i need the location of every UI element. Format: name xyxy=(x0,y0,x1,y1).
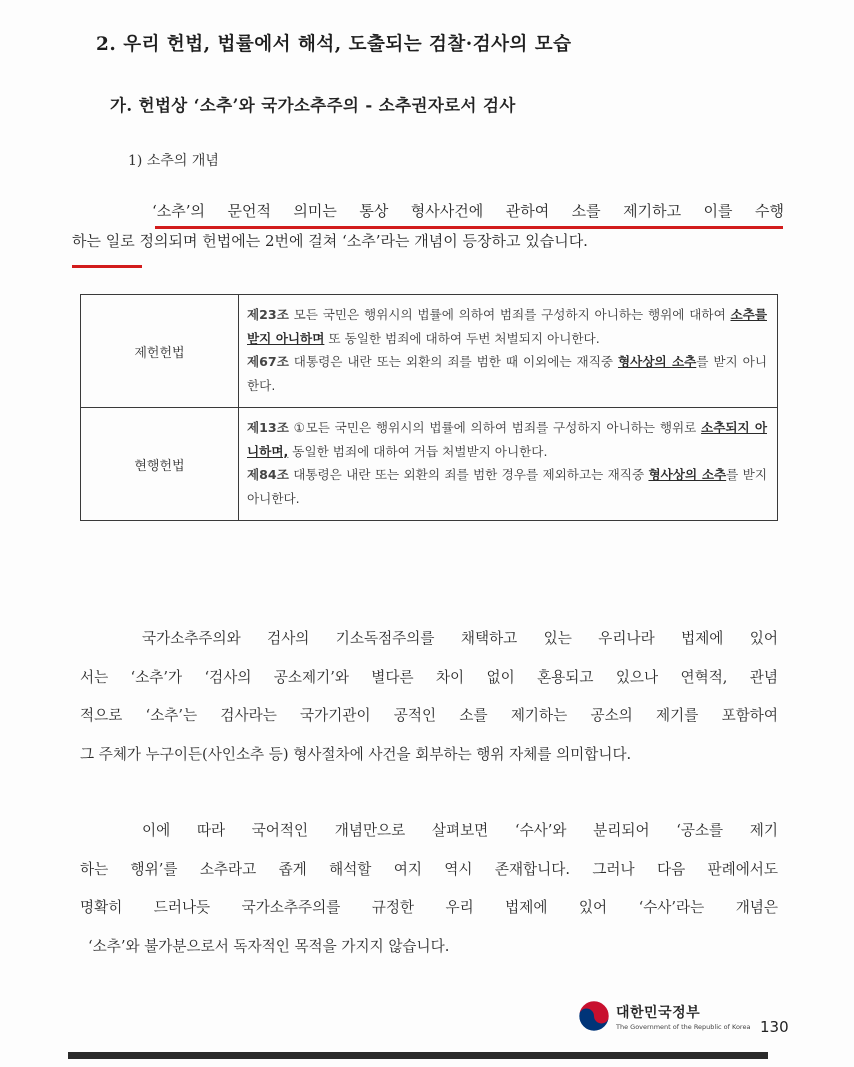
underlined-phrase: 형사상의 소추 xyxy=(617,354,697,369)
underlined-phrase: 소추되지 아니하며, xyxy=(247,420,767,459)
table-row xyxy=(81,408,778,521)
article-text: 를 받지 아니한다. xyxy=(247,354,767,393)
article-text: 대통령은 내란 또는 외환의 죄를 범한 경우를 제외하고는 재직중 xyxy=(288,467,649,482)
article-text: 동일한 범죄에 대하여 거듭 처벌받지 아니한다. xyxy=(288,443,548,459)
paragraph-line: 국가소추주의와 검사의 기소독점주의를 채택하고 있는 우리나라 법제에 있어 xyxy=(142,630,778,647)
article-text: 모든 국민은 행위시의 법률에 의하여 범죄를 구성하지 아니하는 행위에 대하여 xyxy=(288,307,731,322)
paragraph-line: ‘소추’와 불가분으로서 독자적인 목적을 가지지 않습니다. xyxy=(88,937,450,955)
article-label: 제23조 xyxy=(247,307,289,322)
subsection-heading: 가. 헌법상 ‘소추’와 국가소추주의 - 소추권자로서 검사 xyxy=(110,96,516,115)
article-text: 또 동일한 범죄에 대하여 두번 처벌되지 아니한다. xyxy=(324,330,600,346)
government-logo xyxy=(578,1000,750,1032)
page-number: 130 xyxy=(760,1018,789,1036)
constitution-name-cell: 현행헌법 xyxy=(81,408,239,521)
taegeuk-emblem-icon xyxy=(578,1000,610,1032)
government-name xyxy=(616,1002,750,1031)
section-heading: 2. 우리 헌법, 법률에서 해석, 도출되는 검찰·검사의 모습 xyxy=(96,34,572,55)
subsubsection-heading: 1) 소추의 개념 xyxy=(128,153,219,169)
paragraph-line: 명확히 드러나듯 국가소추주의를 규정한 우리 법제에 있어 ‘수사’라는 개념은 xyxy=(80,899,778,916)
article-text-cell xyxy=(239,408,778,521)
article-text: 대통령은 내란 또는 외환의 죄를 범한 때 이외에는 재직중 xyxy=(288,354,618,369)
article-text-cell xyxy=(239,295,778,408)
constitution-comparison-table xyxy=(80,294,778,521)
red-underline-line-2 xyxy=(72,265,142,268)
table-row xyxy=(81,295,778,408)
article-label: 제84조 xyxy=(247,467,289,482)
paragraph-line: 적으로 ‘소추’는 검사라는 국가기관이 공적인 소를 제기하는 공소의 제기를 포함하여 xyxy=(80,707,778,724)
article-text: 를 받지 아니한다. xyxy=(247,467,767,506)
body-paragraph-1 xyxy=(80,620,778,774)
article-text: ①모든 국민은 행위시의 법률에 의하여 범죄를 구성하지 아니하는 행위로 xyxy=(288,420,702,435)
footer-divider xyxy=(68,1052,768,1059)
paragraph-line: 서는 ‘소추’가 ‘검사의 공소제기’와 별다른 차이 없이 혼용되고 있으나 연혁적, 관념 xyxy=(80,668,778,686)
article-label: 제13조 xyxy=(247,420,289,435)
underlined-phrase: 형사상의 소추 xyxy=(648,467,727,482)
paragraph-line: 하는 행위’를 소추라고 좁게 해석할 여지 역시 존재합니다. 그러나 다음 판례에서도 xyxy=(80,860,778,878)
constitution-name-cell: 제헌헌법 xyxy=(81,295,239,408)
intro-line-1: ‘소추’의 문언적 의미는 통상 형사사건에 관하여 소를 제기하고 이를 수행 xyxy=(152,202,784,220)
paragraph-line: 이에 따라 국어적인 개념만으로 살펴보면 ‘수사’와 분리되어 ‘공소를 제기 xyxy=(142,822,778,839)
red-underline-line-1 xyxy=(155,226,783,229)
underlined-phrase: 소추를 받지 아니하며 xyxy=(247,307,767,346)
government-name-ko: 대한민국정부 xyxy=(616,1004,701,1021)
body-paragraph-2 xyxy=(80,812,778,966)
article-label: 제67조 xyxy=(247,354,289,369)
intro-line-2: 하는 일로 정의되며 헌법에는 2번에 걸쳐 ‘소추’라는 개념이 등장하고 있습니다. xyxy=(72,232,588,250)
paragraph-line: 그 주체가 누구이든(사인소추 등) 형사절차에 사건을 회부하는 행위 자체를 의미합니다. xyxy=(80,745,632,763)
government-name-en: The Government of the Republic of Korea xyxy=(616,1022,751,1031)
